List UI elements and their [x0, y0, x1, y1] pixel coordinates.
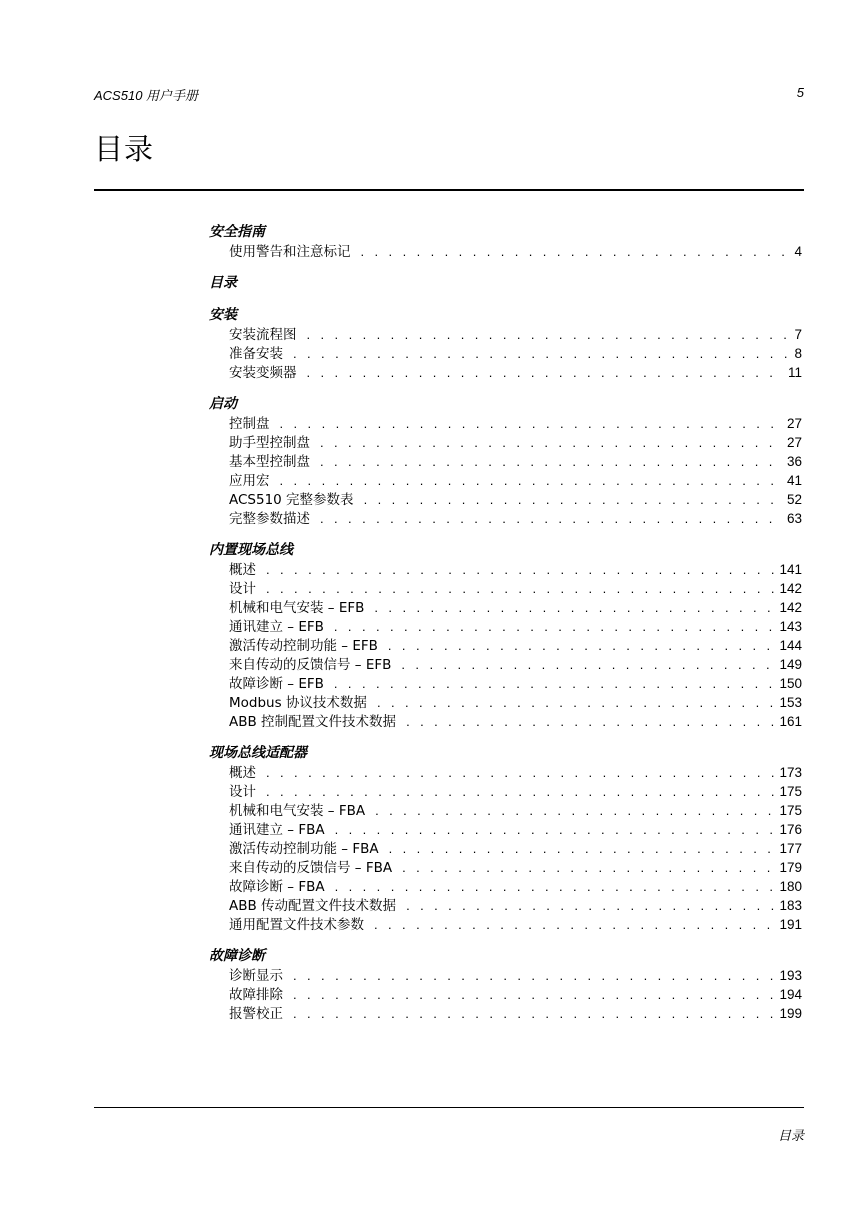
- dot-leader: [266, 782, 775, 801]
- dot-leader: [307, 325, 791, 344]
- toc-entry-page: 142: [779, 581, 802, 596]
- toc-entry-page: 149: [779, 657, 802, 672]
- toc-section-title[interactable]: 故障诊断: [209, 948, 265, 964]
- toc-entry-label: 通讯建立 – EFB: [229, 619, 324, 635]
- toc-entry-label: Modbus 协议技术数据: [229, 695, 367, 711]
- toc-entry-page: 177: [779, 841, 802, 856]
- toc-entry[interactable]: [209, 509, 802, 528]
- toc-entry-label: ABB 传动配置文件技术数据: [229, 898, 397, 914]
- toc-entry-page: 176: [779, 822, 802, 837]
- dot-leader: [401, 655, 775, 674]
- toc-entry-label: 来自传动的反馈信号 – FBA: [229, 860, 393, 876]
- dot-leader: [293, 985, 775, 1004]
- toc-entry-page: 199: [779, 1006, 802, 1021]
- dot-leader: [388, 636, 776, 655]
- bottom-divider: [94, 1107, 804, 1108]
- toc-entry[interactable]: [209, 325, 802, 344]
- dot-leader: [374, 598, 775, 617]
- toc-entry-label: 激活传动控制功能 – EFB: [229, 638, 378, 654]
- footer-label: 目录: [777, 1129, 804, 1144]
- toc-entry-label: 概述: [229, 562, 256, 578]
- toc-section-title[interactable]: 启动: [209, 396, 237, 412]
- toc-entry[interactable]: [209, 674, 802, 693]
- toc-entry-page: 11: [787, 365, 802, 380]
- dot-leader: [320, 509, 783, 528]
- toc-entry-page: 143: [779, 619, 802, 634]
- toc-entry-page: 153: [779, 695, 802, 710]
- toc-entry-page: 183: [779, 898, 802, 913]
- toc-section: [209, 305, 802, 382]
- toc-entry-label: 应用宏: [229, 473, 270, 489]
- toc-entry-page: 150: [779, 676, 802, 691]
- toc-entry[interactable]: [209, 598, 802, 617]
- toc-entry-page: 161: [779, 714, 802, 729]
- toc-section: [209, 743, 802, 934]
- dot-leader: [280, 471, 783, 490]
- toc-entry-label: 故障诊断 – EFB: [229, 676, 324, 692]
- toc-entry-page: 4: [794, 244, 802, 259]
- toc-entry-page: 27: [786, 435, 802, 450]
- page-title: 目录: [94, 132, 155, 166]
- dot-leader: [374, 915, 775, 934]
- toc-entry[interactable]: [209, 763, 802, 782]
- toc-entry-label: 报警校正: [229, 1006, 283, 1022]
- toc-entry-label: 设计: [229, 581, 256, 597]
- dot-leader: [266, 560, 775, 579]
- dot-leader: [266, 763, 775, 782]
- toc-entry[interactable]: [209, 896, 802, 915]
- dot-leader: [293, 344, 790, 363]
- table-of-contents: [209, 218, 802, 1035]
- toc-entry[interactable]: [209, 414, 802, 433]
- toc-entry[interactable]: [209, 433, 802, 452]
- dot-leader: [335, 877, 776, 896]
- toc-entry-label: 设计: [229, 784, 256, 800]
- toc-entry[interactable]: [209, 471, 802, 490]
- dot-leader: [375, 801, 775, 820]
- toc-entry-label: 安装变频器: [229, 365, 297, 381]
- toc-entry-label: 概述: [229, 765, 256, 781]
- toc-entry-label: 通用配置文件技术参数: [229, 917, 364, 933]
- toc-section-title[interactable]: 内置现场总线: [209, 542, 293, 558]
- toc-entry[interactable]: [209, 560, 802, 579]
- toc-entry[interactable]: [209, 490, 802, 509]
- toc-section: [209, 540, 802, 731]
- toc-entry-label: 控制盘: [229, 416, 270, 432]
- dot-leader: [334, 617, 776, 636]
- toc-entry-page: 142: [779, 600, 802, 615]
- dot-leader: [280, 414, 783, 433]
- top-divider: [94, 189, 804, 191]
- toc-section: [209, 222, 802, 261]
- toc-entry[interactable]: [209, 344, 802, 363]
- toc-entry[interactable]: [209, 858, 802, 877]
- toc-entry-page: 7: [794, 327, 802, 342]
- toc-entry[interactable]: [209, 985, 802, 1004]
- toc-entry-label: 激活传动控制功能 – FBA: [229, 841, 379, 857]
- toc-entry[interactable]: [209, 579, 802, 598]
- toc-entry-page: 193: [779, 968, 802, 983]
- toc-section-title[interactable]: 安全指南: [209, 224, 265, 240]
- toc-entry-page: 27: [786, 416, 802, 431]
- toc-section: [209, 273, 802, 293]
- toc-entry-label: 机械和电气安装 – EFB: [229, 600, 365, 616]
- toc-entry[interactable]: [209, 1004, 802, 1023]
- toc-entry-label: 使用警告和注意标记: [229, 244, 351, 260]
- header-page-number: 5: [796, 85, 804, 100]
- toc-entry-page: 63: [786, 511, 802, 526]
- toc-entry-label: 完整参数描述: [229, 511, 310, 527]
- dot-leader: [293, 1004, 775, 1023]
- toc-entry-label: 通讯建立 – FBA: [229, 822, 325, 838]
- toc-entry[interactable]: [209, 966, 802, 985]
- toc-section: [209, 394, 802, 528]
- header-doc-name: ACS510 用户手册: [94, 88, 199, 103]
- toc-entry[interactable]: [209, 877, 802, 896]
- toc-entry-page: 52: [786, 492, 802, 507]
- toc-entry-label: 来自传动的反馈信号 – EFB: [229, 657, 392, 673]
- dot-leader: [266, 579, 775, 598]
- toc-entry-label: 基本型控制盘: [229, 454, 310, 470]
- toc-entry-page: 173: [779, 765, 802, 780]
- toc-entry-label: 诊断显示: [229, 968, 283, 984]
- toc-entry[interactable]: [209, 782, 802, 801]
- toc-section-title[interactable]: 目录: [209, 275, 237, 291]
- dot-leader: [335, 820, 776, 839]
- toc-entry-label: 安装流程图: [229, 327, 297, 343]
- toc-entry[interactable]: [209, 820, 802, 839]
- toc-entry-page: 194: [779, 987, 802, 1002]
- dot-leader: [361, 242, 791, 261]
- toc-entry-page: 191: [779, 917, 802, 932]
- dot-leader: [389, 839, 776, 858]
- toc-entry-label: 故障诊断 – FBA: [229, 879, 325, 895]
- toc-entry-page: 175: [779, 803, 802, 818]
- toc-section: [209, 946, 802, 1023]
- dot-leader: [307, 363, 784, 382]
- toc-entry-page: 175: [779, 784, 802, 799]
- toc-entry-page: 179: [779, 860, 802, 875]
- dot-leader: [364, 490, 783, 509]
- toc-entry[interactable]: [209, 617, 802, 636]
- toc-entry-label: 故障排除: [229, 987, 283, 1003]
- toc-entry-label: ABB 控制配置文件技术数据: [229, 714, 397, 730]
- toc-entry-page: 180: [779, 879, 802, 894]
- toc-entry[interactable]: [209, 636, 802, 655]
- toc-entry-label: 准备安装: [229, 346, 283, 362]
- toc-entry-page: 36: [786, 454, 802, 469]
- toc-entry-page: 8: [794, 346, 802, 361]
- toc-entry[interactable]: [209, 712, 802, 731]
- toc-entry[interactable]: [209, 452, 802, 471]
- toc-entry[interactable]: [209, 363, 802, 382]
- dot-leader: [334, 674, 776, 693]
- dot-leader: [377, 693, 776, 712]
- toc-entry[interactable]: [209, 839, 802, 858]
- dot-leader: [406, 896, 775, 915]
- dot-leader: [293, 966, 775, 985]
- dot-leader: [320, 433, 783, 452]
- toc-entry[interactable]: [209, 242, 802, 261]
- toc-entry[interactable]: [209, 801, 802, 820]
- toc-entry-page: 144: [779, 638, 802, 653]
- toc-section-title[interactable]: 安装: [209, 307, 237, 323]
- toc-entry[interactable]: [209, 655, 802, 674]
- toc-entry[interactable]: [209, 693, 802, 712]
- dot-leader: [320, 452, 783, 471]
- dot-leader: [406, 712, 775, 731]
- toc-entry[interactable]: [209, 915, 802, 934]
- toc-section-title[interactable]: 现场总线适配器: [209, 745, 307, 761]
- dot-leader: [402, 858, 775, 877]
- toc-entry-page: 141: [779, 562, 802, 577]
- toc-entry-page: 41: [786, 473, 802, 488]
- toc-entry-label: 机械和电气安装 – FBA: [229, 803, 366, 819]
- toc-entry-label: ACS510 完整参数表: [229, 492, 354, 508]
- toc-entry-label: 助手型控制盘: [229, 435, 310, 451]
